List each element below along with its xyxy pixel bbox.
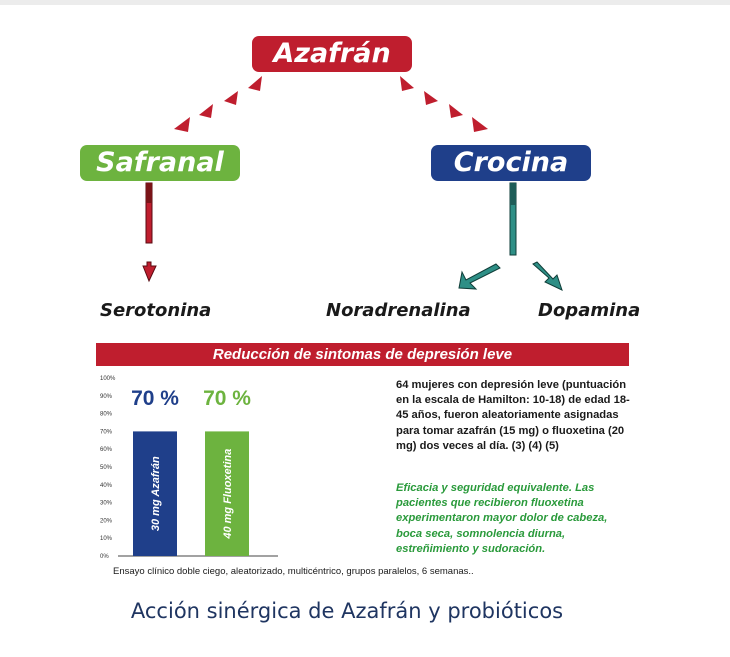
section-banner: Reducción de sintomas de depresión leve [96, 343, 629, 366]
y-tick-label: 10% [100, 536, 113, 543]
study-footnote: Ensayo clínico doble ciego, aleatorizado, multicéntrico, grupos paralelos, 6 semanas.. [113, 566, 474, 577]
y-tick-label: 70% [100, 429, 113, 436]
y-tick-label: 80% [100, 411, 113, 418]
study-description: 64 mujeres con depresión leve (puntuación en la escala de Hamilton: 10-18) de edad 18-45 años, fueron aleatoriamente asignadas para tomar azafrán (15 mg) o fluoxetina (20 mg) dos veces al día. (3) (4) (5) [396, 379, 630, 452]
y-tick-labels [100, 376, 116, 560]
azafran-box: Azafrán [252, 36, 412, 72]
serotonin-arrow [143, 183, 156, 281]
serotonina-label: Serotonina [100, 300, 212, 321]
dopamina-label: Dopamina [538, 300, 641, 321]
bar-category-label: 40 mg Fluoxetina [222, 448, 234, 539]
y-tick-label: 90% [100, 393, 113, 400]
efficacy-bar-chart [96, 370, 296, 562]
right-dashed-arrow [400, 76, 488, 132]
bar-value-label: 70 % [203, 387, 251, 410]
y-tick-label: 30% [100, 500, 113, 507]
noradrenalina-label: Noradrenalina [326, 300, 471, 321]
crocina-arrows [459, 183, 562, 290]
left-dashed-arrow [174, 76, 262, 132]
y-tick-label: 40% [100, 482, 113, 489]
page-subtitle-text: Acción sinérgica de Azafrán y probióticos [130, 599, 564, 623]
page-subtitle [0, 599, 730, 623]
y-tick-label: 60% [100, 447, 113, 454]
y-tick-label: 0% [100, 554, 109, 560]
y-tick-label: 20% [100, 518, 113, 525]
bars [131, 387, 251, 556]
bar-category-label: 30 mg Azafrán [150, 456, 162, 532]
bar-value-label: 70 % [131, 387, 179, 410]
crocina-box: Crocina [431, 145, 591, 181]
efficacy-note: Eficacia y seguridad equivalente. Las pacientes que recibieron fluoxetina experimentaron mayor dolor de cabeza, boca seca, somnolencia diurna, estreñimiento y sudoración. [396, 482, 608, 555]
y-tick-label: 100% [100, 376, 116, 382]
y-tick-label: 50% [100, 465, 113, 471]
safranal-box: Safranal [80, 145, 240, 181]
